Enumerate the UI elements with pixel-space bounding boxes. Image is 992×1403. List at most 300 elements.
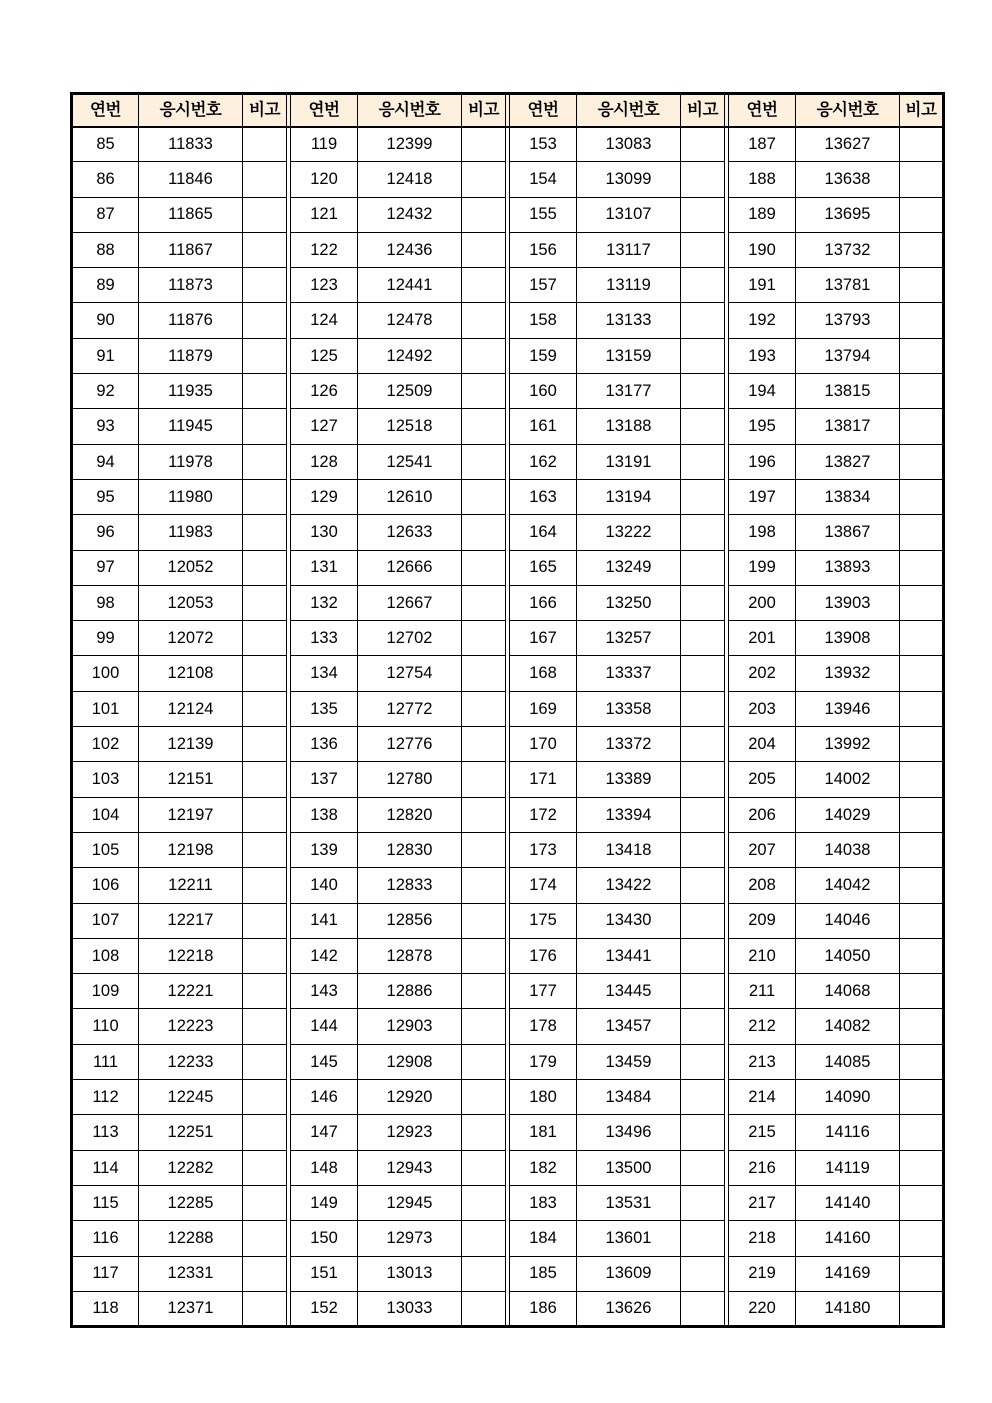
- cell-num: 14002: [796, 762, 900, 797]
- cell-seq: 169: [510, 691, 577, 726]
- cell-seq: 141: [291, 903, 358, 938]
- cell-seq: 144: [291, 1009, 358, 1044]
- cell-num: 12943: [358, 1150, 462, 1185]
- cell-seq: 118: [72, 1291, 139, 1326]
- cell-note: [681, 479, 725, 514]
- cell-num: 13834: [796, 479, 900, 514]
- cell-num: 13257: [577, 621, 681, 656]
- cell-note: [462, 656, 506, 691]
- cell-num: 12702: [358, 621, 462, 656]
- table-row: [72, 974, 944, 1009]
- cell-num: 12197: [139, 797, 243, 832]
- table-row: [72, 1221, 944, 1256]
- cell-num: 14090: [796, 1080, 900, 1115]
- table-row: [72, 303, 944, 338]
- cell-seq: 130: [291, 515, 358, 550]
- cell-seq: 134: [291, 656, 358, 691]
- cell-seq: 212: [729, 1009, 796, 1044]
- roster-header-row: [72, 94, 944, 127]
- cell-seq: 155: [510, 197, 577, 232]
- cell-seq: 151: [291, 1256, 358, 1291]
- cell-num: 12509: [358, 374, 462, 409]
- cell-note: [462, 197, 506, 232]
- cell-note: [681, 832, 725, 867]
- table-row: [72, 691, 944, 726]
- cell-num: 13946: [796, 691, 900, 726]
- cell-seq: 127: [291, 409, 358, 444]
- cell-note: [900, 868, 944, 903]
- cell-seq: 113: [72, 1115, 139, 1150]
- cell-num: 14085: [796, 1044, 900, 1079]
- cell-note: [462, 621, 506, 656]
- cell-note: [243, 162, 287, 197]
- cell-num: 13441: [577, 938, 681, 973]
- cell-seq: 125: [291, 338, 358, 373]
- cell-seq: 119: [291, 127, 358, 162]
- cell-num: 12833: [358, 868, 462, 903]
- cell-seq: 147: [291, 1115, 358, 1150]
- column-header-seq: 연번: [729, 94, 796, 127]
- cell-note: [900, 409, 944, 444]
- cell-num: 12217: [139, 903, 243, 938]
- cell-num: 13188: [577, 409, 681, 444]
- cell-num: 12541: [358, 444, 462, 479]
- table-row: [72, 1150, 944, 1185]
- cell-seq: 146: [291, 1080, 358, 1115]
- table-row: [72, 1291, 944, 1326]
- cell-note: [462, 832, 506, 867]
- cell-seq: 162: [510, 444, 577, 479]
- cell-seq: 153: [510, 127, 577, 162]
- cell-note: [681, 338, 725, 373]
- cell-num: 14050: [796, 938, 900, 973]
- cell-seq: 184: [510, 1221, 577, 1256]
- cell-seq: 204: [729, 727, 796, 762]
- cell-note: [900, 162, 944, 197]
- cell-note: [462, 691, 506, 726]
- cell-note: [243, 656, 287, 691]
- cell-seq: 199: [729, 550, 796, 585]
- cell-seq: 116: [72, 1221, 139, 1256]
- cell-seq: 213: [729, 1044, 796, 1079]
- table-row: [72, 232, 944, 267]
- cell-seq: 114: [72, 1150, 139, 1185]
- table-row: [72, 550, 944, 585]
- cell-seq: 219: [729, 1256, 796, 1291]
- cell-note: [462, 374, 506, 409]
- cell-seq: 170: [510, 727, 577, 762]
- cell-seq: 129: [291, 479, 358, 514]
- cell-num: 12920: [358, 1080, 462, 1115]
- cell-seq: 183: [510, 1185, 577, 1220]
- cell-note: [243, 232, 287, 267]
- cell-num: 12288: [139, 1221, 243, 1256]
- cell-note: [681, 621, 725, 656]
- cell-seq: 102: [72, 727, 139, 762]
- cell-num: 14180: [796, 1291, 900, 1326]
- cell-num: 14082: [796, 1009, 900, 1044]
- cell-note: [681, 444, 725, 479]
- cell-seq: 110: [72, 1009, 139, 1044]
- cell-num: 12198: [139, 832, 243, 867]
- table-row: [72, 1256, 944, 1291]
- cell-note: [681, 1115, 725, 1150]
- cell-num: 13013: [358, 1256, 462, 1291]
- cell-seq: 198: [729, 515, 796, 550]
- table-row: [72, 479, 944, 514]
- cell-note: [900, 374, 944, 409]
- roster-table-wrapper: [70, 92, 945, 1328]
- cell-num: 13992: [796, 727, 900, 762]
- cell-note: [900, 1256, 944, 1291]
- cell-note: [462, 268, 506, 303]
- column-header-seq: 연번: [510, 94, 577, 127]
- roster-table-head: [72, 94, 944, 127]
- cell-num: 12945: [358, 1185, 462, 1220]
- cell-seq: 96: [72, 515, 139, 550]
- cell-seq: 88: [72, 232, 139, 267]
- cell-num: 11846: [139, 162, 243, 197]
- cell-num: 12973: [358, 1221, 462, 1256]
- cell-num: 12667: [358, 585, 462, 620]
- cell-note: [462, 727, 506, 762]
- cell-num: 13908: [796, 621, 900, 656]
- cell-note: [681, 409, 725, 444]
- cell-seq: 210: [729, 938, 796, 973]
- cell-num: 13932: [796, 656, 900, 691]
- cell-note: [681, 550, 725, 585]
- cell-seq: 218: [729, 1221, 796, 1256]
- cell-note: [243, 1080, 287, 1115]
- cell-num: 12878: [358, 938, 462, 973]
- cell-note: [243, 1150, 287, 1185]
- cell-note: [243, 550, 287, 585]
- cell-note: [681, 1291, 725, 1326]
- cell-seq: 152: [291, 1291, 358, 1326]
- cell-seq: 190: [729, 232, 796, 267]
- cell-note: [243, 974, 287, 1009]
- cell-note: [900, 1185, 944, 1220]
- table-row: [72, 938, 944, 973]
- cell-note: [900, 903, 944, 938]
- cell-note: [462, 127, 506, 162]
- cell-seq: 142: [291, 938, 358, 973]
- cell-num: 12856: [358, 903, 462, 938]
- cell-note: [900, 1080, 944, 1115]
- cell-note: [681, 162, 725, 197]
- cell-seq: 86: [72, 162, 139, 197]
- cell-num: 13337: [577, 656, 681, 691]
- cell-seq: 115: [72, 1185, 139, 1220]
- table-row: [72, 127, 944, 162]
- cell-note: [900, 127, 944, 162]
- column-header-seq: 연번: [291, 94, 358, 127]
- cell-note: [243, 1185, 287, 1220]
- cell-seq: 105: [72, 832, 139, 867]
- cell-note: [900, 197, 944, 232]
- cell-num: 13083: [577, 127, 681, 162]
- cell-seq: 111: [72, 1044, 139, 1079]
- cell-seq: 157: [510, 268, 577, 303]
- cell-note: [900, 762, 944, 797]
- cell-seq: 166: [510, 585, 577, 620]
- cell-seq: 131: [291, 550, 358, 585]
- cell-note: [243, 691, 287, 726]
- table-row: [72, 903, 944, 938]
- cell-note: [900, 268, 944, 303]
- cell-num: 14042: [796, 868, 900, 903]
- cell-note: [462, 303, 506, 338]
- cell-note: [681, 268, 725, 303]
- cell-seq: 196: [729, 444, 796, 479]
- cell-note: [900, 1009, 944, 1044]
- cell-note: [900, 515, 944, 550]
- cell-note: [462, 903, 506, 938]
- cell-note: [681, 868, 725, 903]
- roster-table-body: [72, 127, 944, 1327]
- cell-seq: 138: [291, 797, 358, 832]
- cell-num: 13903: [796, 585, 900, 620]
- cell-num: 12666: [358, 550, 462, 585]
- cell-seq: 93: [72, 409, 139, 444]
- cell-note: [462, 444, 506, 479]
- cell-num: 12399: [358, 127, 462, 162]
- cell-seq: 177: [510, 974, 577, 1009]
- cell-num: 12124: [139, 691, 243, 726]
- cell-num: 11873: [139, 268, 243, 303]
- cell-seq: 163: [510, 479, 577, 514]
- cell-num: 12331: [139, 1256, 243, 1291]
- column-header-num: 응시번호: [577, 94, 681, 127]
- cell-seq: 135: [291, 691, 358, 726]
- cell-seq: 202: [729, 656, 796, 691]
- cell-seq: 122: [291, 232, 358, 267]
- cell-num: 12053: [139, 585, 243, 620]
- cell-note: [243, 338, 287, 373]
- table-row: [72, 621, 944, 656]
- cell-note: [681, 1221, 725, 1256]
- cell-num: 13459: [577, 1044, 681, 1079]
- table-row: [72, 162, 944, 197]
- table-row: [72, 868, 944, 903]
- cell-note: [243, 444, 287, 479]
- cell-seq: 89: [72, 268, 139, 303]
- cell-num: 13358: [577, 691, 681, 726]
- cell-seq: 171: [510, 762, 577, 797]
- cell-note: [900, 1115, 944, 1150]
- cell-seq: 158: [510, 303, 577, 338]
- cell-note: [900, 832, 944, 867]
- cell-note: [243, 1256, 287, 1291]
- cell-num: 13601: [577, 1221, 681, 1256]
- cell-note: [681, 938, 725, 973]
- table-row: [72, 727, 944, 762]
- cell-note: [243, 127, 287, 162]
- cell-note: [243, 409, 287, 444]
- cell-seq: 95: [72, 479, 139, 514]
- cell-num: 12282: [139, 1150, 243, 1185]
- cell-seq: 193: [729, 338, 796, 373]
- cell-seq: 205: [729, 762, 796, 797]
- cell-note: [681, 1044, 725, 1079]
- cell-num: 12830: [358, 832, 462, 867]
- cell-seq: 215: [729, 1115, 796, 1150]
- table-row: [72, 1044, 944, 1079]
- cell-note: [462, 1150, 506, 1185]
- cell-seq: 159: [510, 338, 577, 373]
- cell-seq: 161: [510, 409, 577, 444]
- cell-num: 12754: [358, 656, 462, 691]
- cell-num: 13793: [796, 303, 900, 338]
- cell-seq: 200: [729, 585, 796, 620]
- cell-seq: 156: [510, 232, 577, 267]
- table-row: [72, 832, 944, 867]
- cell-note: [900, 656, 944, 691]
- cell-num: 13099: [577, 162, 681, 197]
- cell-note: [243, 868, 287, 903]
- cell-note: [900, 1150, 944, 1185]
- cell-num: 13827: [796, 444, 900, 479]
- cell-note: [462, 1256, 506, 1291]
- cell-num: 13133: [577, 303, 681, 338]
- cell-note: [462, 1080, 506, 1115]
- cell-note: [243, 585, 287, 620]
- table-row: [72, 1080, 944, 1115]
- cell-seq: 195: [729, 409, 796, 444]
- cell-seq: 103: [72, 762, 139, 797]
- cell-num: 11980: [139, 479, 243, 514]
- cell-num: 12221: [139, 974, 243, 1009]
- cell-seq: 92: [72, 374, 139, 409]
- cell-num: 12108: [139, 656, 243, 691]
- cell-num: 13177: [577, 374, 681, 409]
- cell-note: [243, 303, 287, 338]
- cell-num: 13107: [577, 197, 681, 232]
- cell-seq: 143: [291, 974, 358, 1009]
- cell-num: 13430: [577, 903, 681, 938]
- cell-note: [462, 1115, 506, 1150]
- cell-num: 12441: [358, 268, 462, 303]
- cell-note: [243, 479, 287, 514]
- cell-seq: 149: [291, 1185, 358, 1220]
- cell-seq: 176: [510, 938, 577, 973]
- cell-seq: 187: [729, 127, 796, 162]
- cell-num: 12432: [358, 197, 462, 232]
- table-row: [72, 797, 944, 832]
- cell-num: 13638: [796, 162, 900, 197]
- cell-seq: 160: [510, 374, 577, 409]
- cell-note: [243, 197, 287, 232]
- cell-note: [462, 162, 506, 197]
- column-header-note: 비고: [681, 94, 725, 127]
- cell-note: [462, 1185, 506, 1220]
- cell-num: 14119: [796, 1150, 900, 1185]
- cell-num: 14038: [796, 832, 900, 867]
- cell-seq: 217: [729, 1185, 796, 1220]
- cell-seq: 154: [510, 162, 577, 197]
- cell-note: [900, 479, 944, 514]
- cell-num: 13191: [577, 444, 681, 479]
- cell-seq: 216: [729, 1150, 796, 1185]
- cell-num: 13222: [577, 515, 681, 550]
- cell-seq: 214: [729, 1080, 796, 1115]
- column-header-note: 비고: [243, 94, 287, 127]
- cell-num: 12245: [139, 1080, 243, 1115]
- cell-seq: 172: [510, 797, 577, 832]
- cell-num: 12478: [358, 303, 462, 338]
- cell-note: [681, 762, 725, 797]
- cell-seq: 164: [510, 515, 577, 550]
- cell-seq: 98: [72, 585, 139, 620]
- cell-seq: 145: [291, 1044, 358, 1079]
- cell-num: 12211: [139, 868, 243, 903]
- cell-seq: 203: [729, 691, 796, 726]
- cell-num: 13250: [577, 585, 681, 620]
- cell-seq: 106: [72, 868, 139, 903]
- cell-note: [900, 691, 944, 726]
- cell-note: [462, 762, 506, 797]
- cell-num: 12052: [139, 550, 243, 585]
- cell-note: [681, 303, 725, 338]
- cell-seq: 91: [72, 338, 139, 373]
- cell-note: [900, 727, 944, 762]
- cell-num: 11833: [139, 127, 243, 162]
- cell-note: [243, 1009, 287, 1044]
- cell-seq: 112: [72, 1080, 139, 1115]
- cell-note: [681, 1256, 725, 1291]
- cell-note: [681, 585, 725, 620]
- cell-seq: 121: [291, 197, 358, 232]
- cell-num: 13626: [577, 1291, 681, 1326]
- cell-note: [243, 938, 287, 973]
- cell-num: 13500: [577, 1150, 681, 1185]
- cell-seq: 94: [72, 444, 139, 479]
- cell-num: 13389: [577, 762, 681, 797]
- cell-seq: 206: [729, 797, 796, 832]
- cell-note: [900, 232, 944, 267]
- table-row: [72, 1115, 944, 1150]
- cell-seq: 197: [729, 479, 796, 514]
- cell-num: 12886: [358, 974, 462, 1009]
- cell-seq: 209: [729, 903, 796, 938]
- cell-note: [462, 868, 506, 903]
- cell-num: 13609: [577, 1256, 681, 1291]
- cell-seq: 123: [291, 268, 358, 303]
- cell-num: 12139: [139, 727, 243, 762]
- cell-note: [681, 374, 725, 409]
- cell-note: [462, 585, 506, 620]
- cell-num: 13815: [796, 374, 900, 409]
- cell-seq: 104: [72, 797, 139, 832]
- cell-num: 14160: [796, 1221, 900, 1256]
- cell-note: [900, 444, 944, 479]
- cell-note: [900, 1221, 944, 1256]
- cell-seq: 136: [291, 727, 358, 762]
- cell-seq: 133: [291, 621, 358, 656]
- cell-num: 13422: [577, 868, 681, 903]
- cell-note: [462, 550, 506, 585]
- cell-note: [900, 1044, 944, 1079]
- cell-note: [462, 1291, 506, 1326]
- cell-num: 12218: [139, 938, 243, 973]
- cell-seq: 148: [291, 1150, 358, 1185]
- cell-num: 12923: [358, 1115, 462, 1150]
- cell-seq: 189: [729, 197, 796, 232]
- cell-note: [681, 127, 725, 162]
- cell-num: 12072: [139, 621, 243, 656]
- cell-num: 14029: [796, 797, 900, 832]
- cell-num: 13117: [577, 232, 681, 267]
